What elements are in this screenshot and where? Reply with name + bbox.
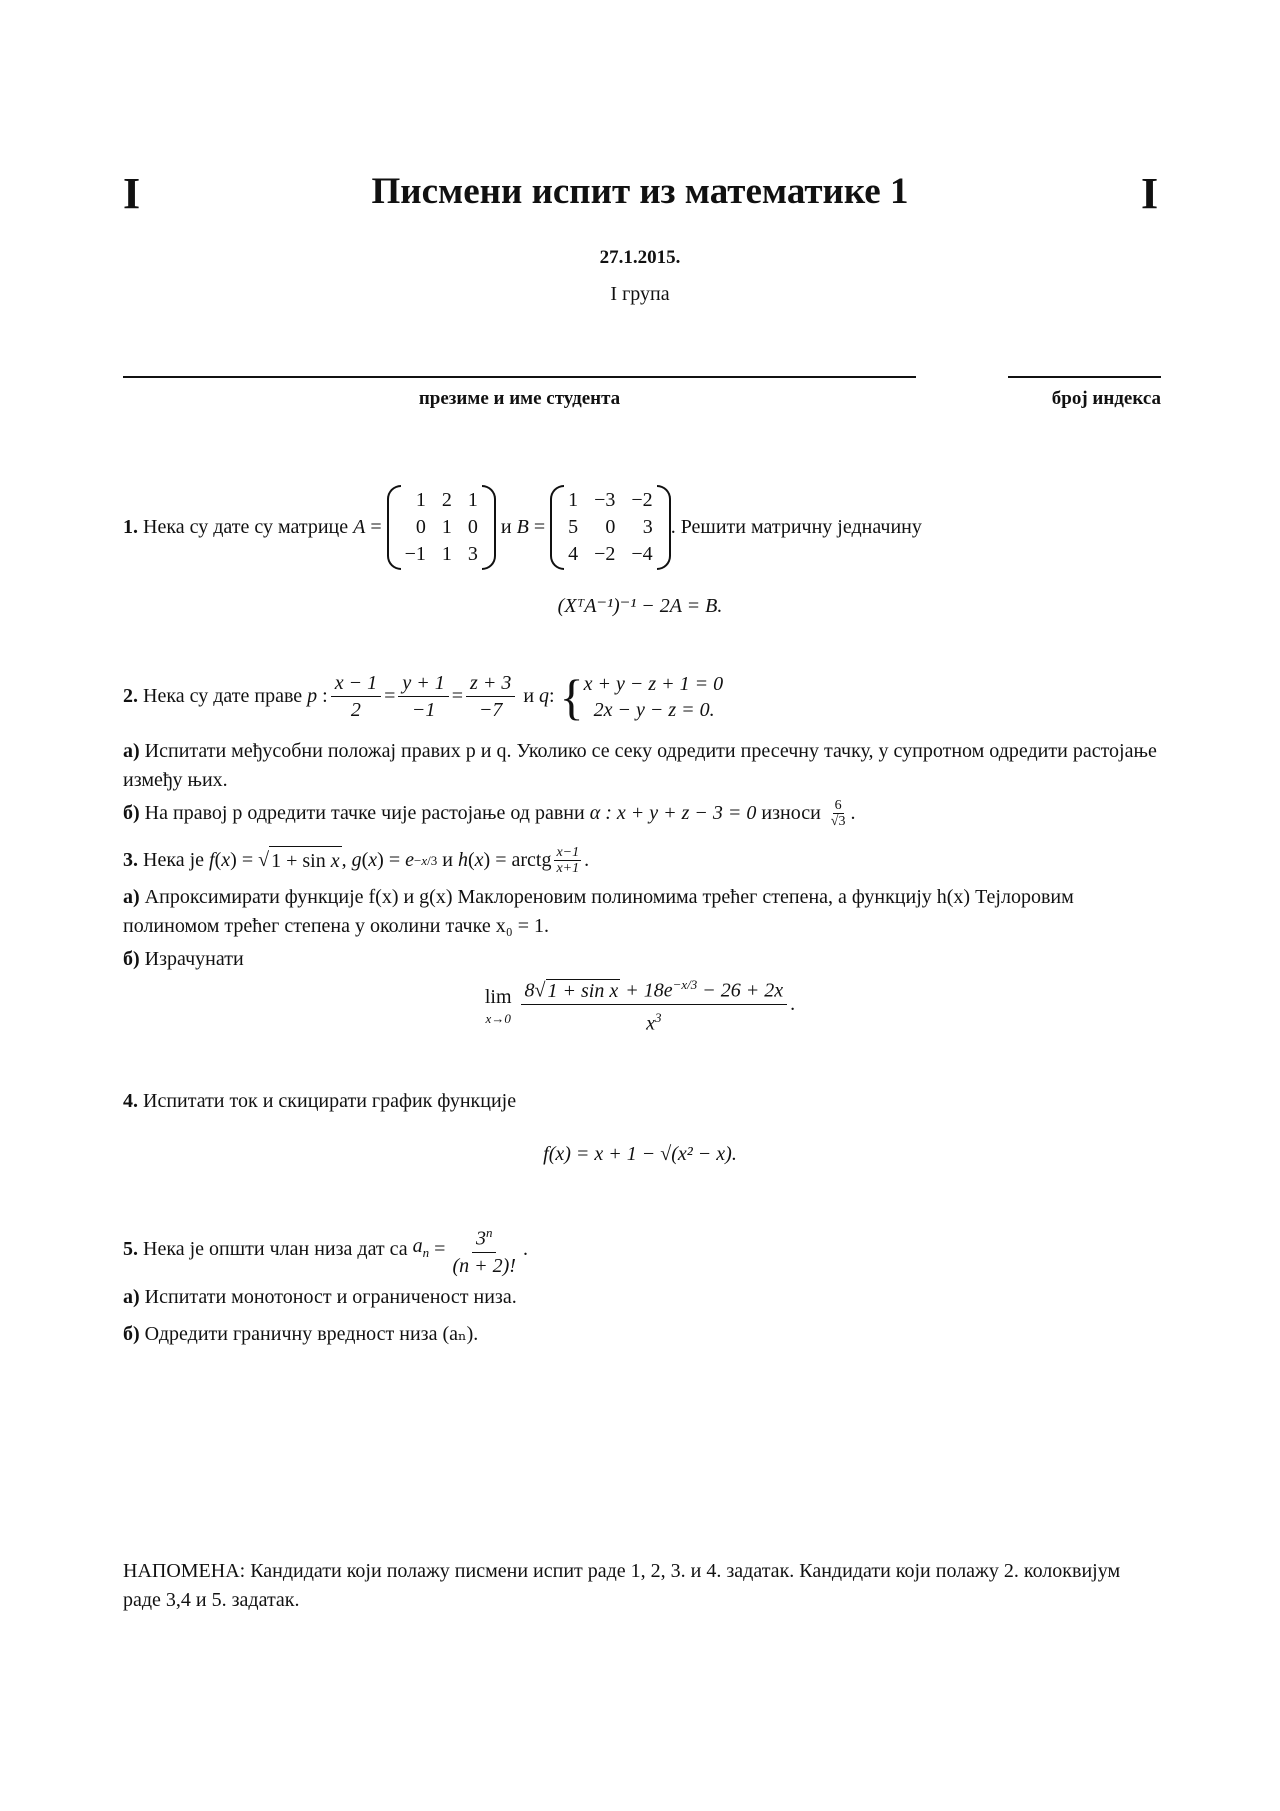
problem-number: 1. — [123, 516, 138, 538]
group-mark-left: I — [123, 169, 141, 218]
problem-4: 4. Испитати ток и скицирати график функције — [123, 1090, 517, 1112]
problem-3: 3. Нека је f ( x ) = √ 1 + sin x , g ( x ) = e −x/3 и h ( x ) = arctg $\frac{x-1}{x+1}$ . — [123, 845, 590, 876]
line-q-system: x + y − z + 1 = 0 2x − y − z = 0. — [583, 672, 724, 721]
problem-5a: а) Испитати монотоност и ограниченост низа. — [123, 1286, 517, 1308]
matrix-b: 1 −3 −2 5 0 3 4 −2 −4 — [550, 485, 671, 570]
problem-3a: а) Апроксимирати функције f(x) и g(x) Маклореновим полиномима трећег степена, а функцију h(x) Тејлоровим полиномом трећег степена у околини тачке x₀ = 1. — [123, 886, 1074, 937]
problem-2a: а) Испитати међусобни положај правих p и q. Уколико се секу одредити пресечну тачку, у супротном одредити растојање између њих. — [123, 740, 1157, 791]
problem-5b: б) Одредити граничну вредност низа (aₙ). — [123, 1323, 479, 1345]
problem-2b: б) На правој p одредити тачке чије растојање од равни α : x + y + z − 3 = 0 износи $\frac{6}{√3}$ . — [123, 798, 856, 829]
problem-1-task: . Решити матричну једначину — [670, 516, 922, 538]
problem-3-limit: lim x→0 $\frac{8√ 1 + \sin x + 18e^{-x/3} - 26 + 2x}{x^3}$ . — [0, 972, 1280, 1036]
problem-1: 1. Нека су дате су матрице A = 1 2 1 0 1 0 −1 1 3 и B = 1 −3 −2 5 0 3 4 −2 −4 . Решити матричну једначину — [123, 485, 1173, 570]
problem-number: 2. — [123, 685, 138, 707]
name-field-label: презиме и име студента — [418, 388, 621, 409]
problem-number: 5. — [123, 1237, 138, 1260]
exam-note: НАПОМЕНА: Кандидати који полажу писмени испит раде 1, 2, 3. и 4. задатак. Кандидати који полажу 2. колоквијум раде 3,4 и 5. задатак. — [123, 1560, 1121, 1611]
index-field-label: број индекса — [1051, 388, 1161, 409]
name-field-line[interactable] — [123, 376, 916, 378]
problem-5: 5. Нека је општи члан низа дат са $a_n$ = $\frac{3^n}{(n + 2)!}$ . — [123, 1220, 1173, 1279]
problem-2: 2. Нека су дате праве p : $\frac{x - 1}{2}$ = $\frac{y + 1}{-1}$ = $\frac{z + 3}{-7}$ и q : { x + y − z + 1 = 0 2x − y − z = 0. — [123, 668, 724, 725]
problem-number: 3. — [123, 849, 138, 871]
problem-2-intro: Нека су дате праве — [143, 685, 303, 707]
exam-date: 27.1.2015. — [599, 247, 681, 268]
problem-number: 4. — [123, 1090, 138, 1112]
page-title: Писмени испит из математике 1 — [371, 171, 909, 212]
problem-1-equation: (XᵀA⁻¹)⁻¹ − 2A = B. — [557, 595, 723, 617]
problem-3b: б) Израчунати — [123, 948, 244, 970]
group-mark-right: I — [1141, 169, 1159, 218]
problem-4-equation: f(x) = x + 1 − √(x² − x). — [543, 1143, 737, 1165]
matrix-a: 1 2 1 0 1 0 −1 1 3 — [387, 485, 496, 570]
problem-1-intro: Нека су дате су матрице — [143, 516, 349, 538]
group-label: I група — [610, 283, 670, 305]
index-field-line[interactable] — [1008, 376, 1161, 378]
